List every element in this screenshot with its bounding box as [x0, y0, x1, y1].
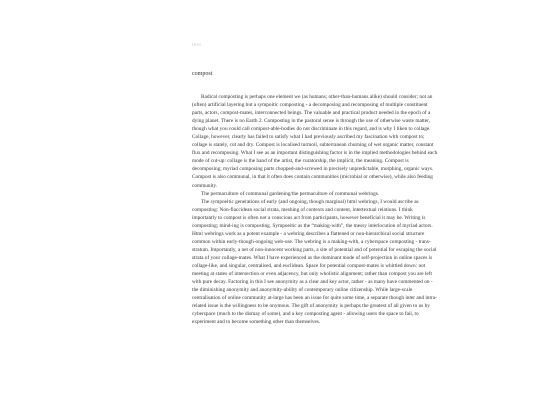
document-title: compost	[192, 71, 213, 77]
faint-header-label: text	[192, 42, 202, 48]
paragraph-permaculture: The permaculture of communal gardening/the permaculture of communal webrings.	[201, 190, 380, 197]
document-body	[192, 93, 438, 326]
paragraph-radical-composting: Radical composting is perhaps one element we (as humans; other-than-humans alike) should consider; not an (often) artificial layering but a sympoitic composting - a decomposing and recomposing of multiple constituent parts, actors, compost-mates, interconnected beings. The valuable and practical product needed in the epoch of a dying planet. There is no Earth 2. Composting in the pastoral sense is through the use of otherwise waste matter, though what you could call compost-able-bodies do not discriminate in this regard, and is why I liken to collage. Collage, however, clearly has failed to satisfy what I had previously ascribed my fascination with compost to; collage is stately, cut and dry. Compost is localised turmoil, subterranean churning of wet organic matter, constant flux and recomposing. What I see as an important distinguishing factor is in the implied methodologies behind each mode of cut-up: collage is the hand of the artist, the curatorship, the implicit, the meaning. Compost is decomposing; myriad composing parts chopped-and-screwed in precisely unpredictable, morphing, organic ways. Compost is also communal, in that it often does contain communities (microbial or otherwise), while also feeding community.	[192, 94, 438, 189]
paragraph-webrings: The sympoeitic generations of early (and ongoing, though marginal) html webrings, I would ascribe as composting: Non-flaccidean social strata, meshing of contexts and content, intertextual relations. I think importantly to compost is often not a conscious act from participants, however beneficial it may be. Writing is composting; mind-ing is composting. Sympoeitic as the “making-with”, the messy interlocution of myriad actors. Html webrings work as a potent example - a webring describes a flattened or non-hierarchical social structure common within early-though-ongoing web-use. The webring is a making-with, a cyberspace composting - trans-stratum. Importantly, a net of non-innocent working parts, a site of potential and of potential for escaping the social strata of your collage-mates. What I have experienced as the dominant mode of self-projection in online spaces is collage-like, and singular, centralised, and euclidean. Space for potential compost-mates is whittled down: not meeting at states of intersection or even adjacency, but only wholistic alignment; rather than compost you are left with pure decay. Factoring in this I see anonymity as a clear and key actor, rather - as many have commented on - the diminishing anonymity and anonymity-ability of contemporary online citizenship. While large-scale centralisation of online community at-large has been an issue for quite some time, a separate though inter and intra-related issue is the willingness to be onymous. The gift of anonymity is perhaps the greatest of all given to us by cyberspace (much to the dismay of some), and a key composting agent - allowing users the space to fail, to experiment and to become something other than themselves.	[192, 198, 437, 326]
